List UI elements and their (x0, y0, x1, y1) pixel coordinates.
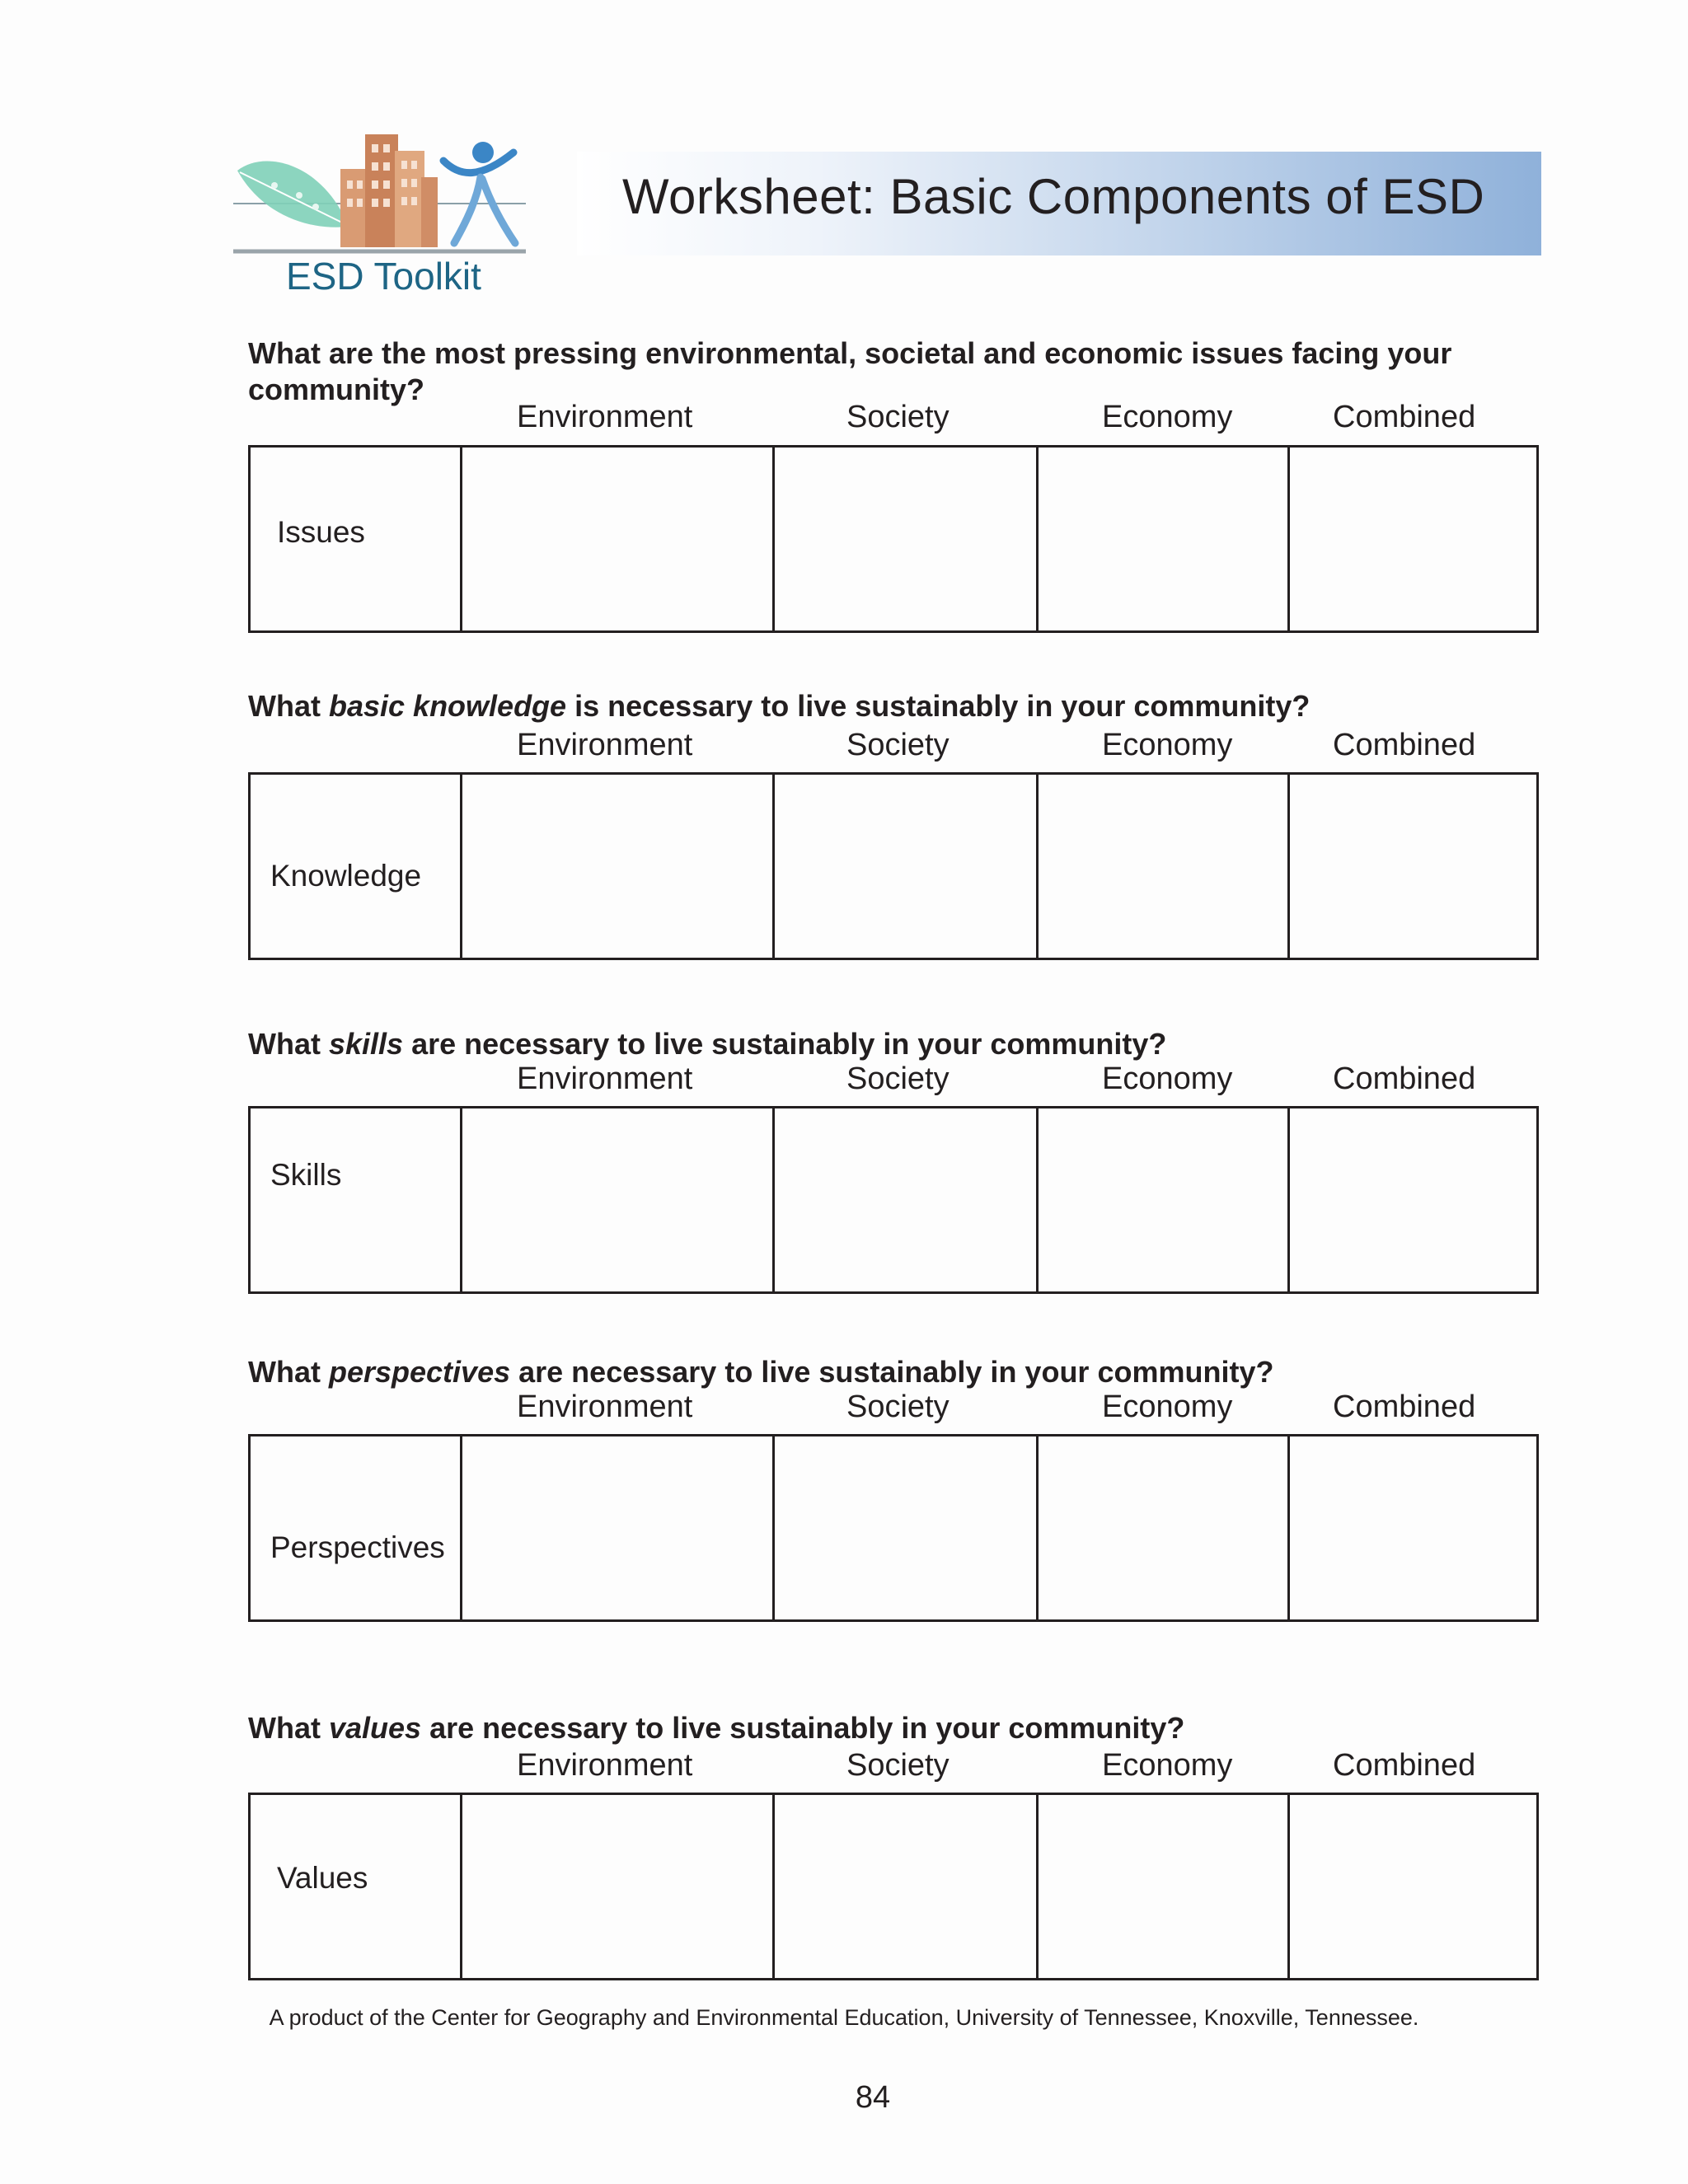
row-label-values: Values (277, 1861, 368, 1895)
col-header-environment: Environment (517, 1062, 693, 1096)
knowledge-society-cell[interactable] (772, 775, 1036, 958)
skills-combined-cell[interactable] (1287, 1108, 1536, 1291)
question-skills: What skills are necessary to live sustainably in your community? (248, 1027, 1167, 1061)
values-combined-cell[interactable] (1287, 1795, 1536, 1978)
col-header-economy: Economy (1102, 1062, 1233, 1096)
knowledge-combined-cell[interactable] (1287, 775, 1536, 958)
values-environment-cell[interactable] (460, 1795, 772, 1978)
col-header-economy: Economy (1102, 1390, 1233, 1424)
col-header-combined: Combined (1333, 1748, 1476, 1783)
perspectives-economy-cell[interactable] (1036, 1436, 1287, 1619)
col-header-environment: Environment (517, 1748, 693, 1783)
question-values: What values are necessary to live sustainably in your community? (248, 1711, 1185, 1745)
issues-combined-cell[interactable] (1287, 448, 1536, 630)
row-label-perspectives: Perspectives (270, 1530, 445, 1564)
skills-table (248, 1106, 1539, 1294)
col-header-society: Society (846, 1748, 950, 1783)
issues-economy-cell[interactable] (1036, 448, 1287, 630)
col-header-environment: Environment (517, 728, 693, 762)
perspectives-society-cell[interactable] (772, 1436, 1036, 1619)
page-number: 84 (855, 2080, 891, 2115)
perspectives-environment-cell[interactable] (460, 1436, 772, 1619)
col-header-economy: Economy (1102, 1748, 1233, 1783)
row-label-issues: Issues (277, 515, 365, 549)
toolkit-label: ESD Toolkit (286, 255, 481, 298)
col-header-environment: Environment (517, 1390, 693, 1424)
row-label-cell (251, 1108, 460, 1291)
knowledge-table (248, 772, 1539, 960)
knowledge-environment-cell[interactable] (460, 775, 772, 958)
skills-environment-cell[interactable] (460, 1108, 772, 1291)
page-title: Worksheet: Basic Components of ESD (622, 169, 1485, 224)
row-label-cell (251, 1795, 460, 1978)
col-header-society: Society (846, 728, 950, 762)
skills-society-cell[interactable] (772, 1108, 1036, 1291)
col-header-combined: Combined (1333, 728, 1476, 762)
col-header-environment: Environment (517, 400, 693, 434)
col-header-society: Society (846, 1062, 950, 1096)
col-header-society: Society (846, 1390, 950, 1424)
row-label-cell (251, 775, 460, 958)
values-table (248, 1793, 1539, 1980)
values-society-cell[interactable] (772, 1795, 1036, 1978)
col-header-economy: Economy (1102, 728, 1233, 762)
col-header-combined: Combined (1333, 1062, 1476, 1096)
perspectives-table (248, 1434, 1539, 1622)
col-header-combined: Combined (1333, 400, 1476, 434)
row-label-cell (251, 1436, 460, 1619)
row-label-knowledge: Knowledge (270, 859, 422, 893)
issues-table (248, 445, 1539, 633)
footer-credit: A product of the Center for Geography and Environmental Education, University of Tennessee, Knoxville, Tennessee. (269, 2005, 1419, 2030)
knowledge-economy-cell[interactable] (1036, 775, 1287, 958)
skills-economy-cell[interactable] (1036, 1108, 1287, 1291)
col-header-society: Society (846, 400, 950, 434)
col-header-economy: Economy (1102, 400, 1233, 434)
issues-environment-cell[interactable] (460, 448, 772, 630)
values-economy-cell[interactable] (1036, 1795, 1287, 1978)
col-header-combined: Combined (1333, 1390, 1476, 1424)
row-label-cell (251, 448, 460, 630)
row-label-skills: Skills (270, 1158, 342, 1192)
question-knowledge: What basic knowledge is necessary to live sustainably in your community? (248, 689, 1311, 723)
perspectives-combined-cell[interactable] (1287, 1436, 1536, 1619)
question-issues: What are the most pressing environmental, societal and economic issues facing your community? (248, 336, 1452, 406)
question-perspectives: What perspectives are necessary to live sustainably in your community? (248, 1355, 1274, 1389)
esd-toolkit-logo-icon (233, 128, 530, 260)
issues-society-cell[interactable] (772, 448, 1036, 630)
